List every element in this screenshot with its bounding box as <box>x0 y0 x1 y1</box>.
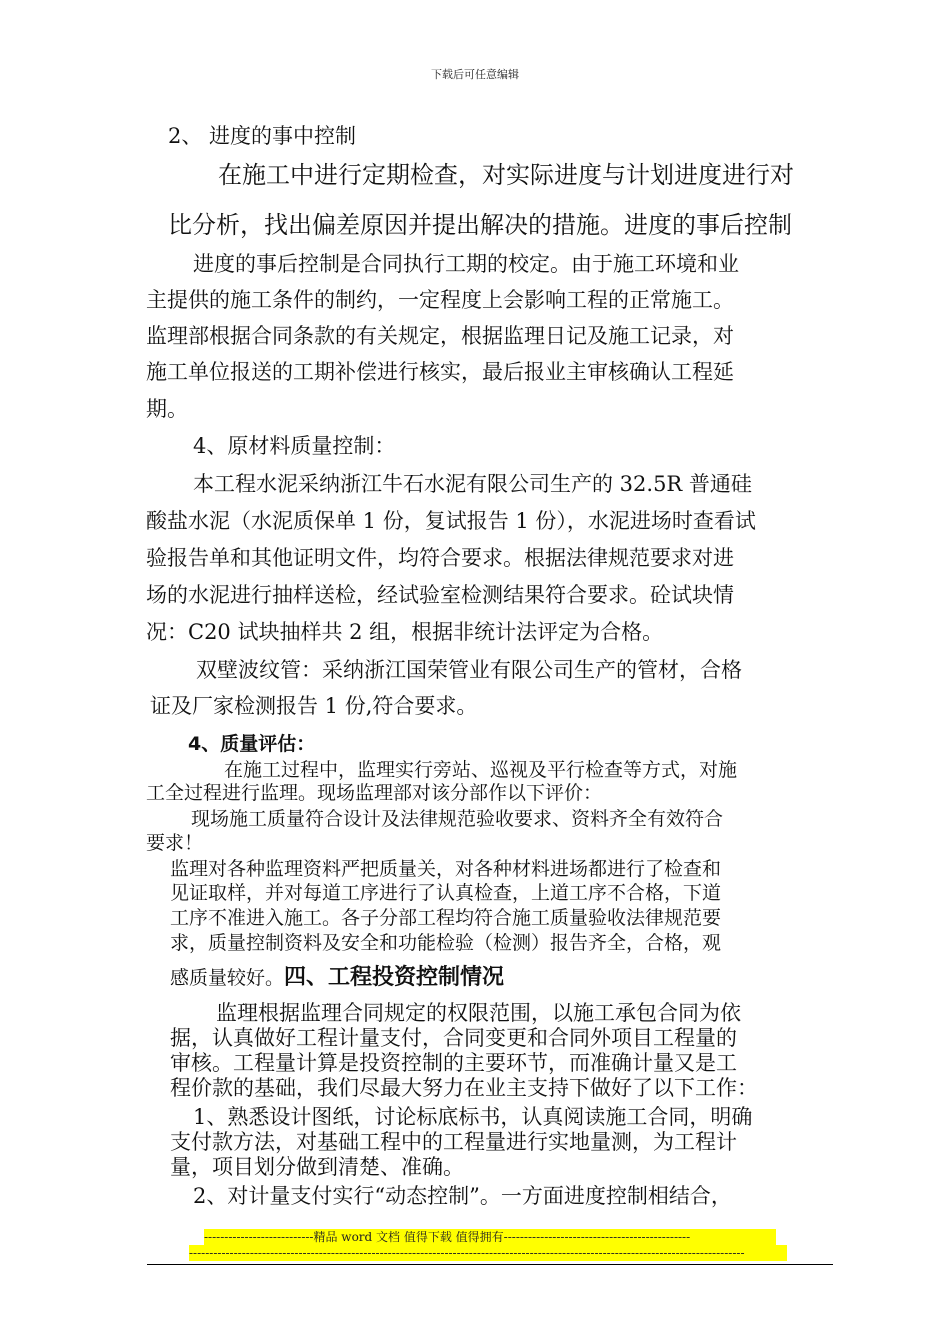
paragraph-line: 酸盐水泥（水泥质保单 1 份，复试报告 1 份），水泥进场时查看试 <box>146 509 756 533</box>
paragraph-line: 场的水泥进行抽样送检，经试验室检测结果符合要求。砼试块情 <box>146 583 734 607</box>
paragraph-line: 现场施工质量符合设计及法律规范验收要求、资料齐全有效符合 <box>191 808 724 830</box>
paragraph-line: 监理对各种监理资料严把质量关，对各种材料进场都进行了检查和 <box>170 858 722 880</box>
footer-dash-line: ----------------------------------------------------------------------------------------------------------------------------------------- <box>189 1245 787 1261</box>
paragraph-line: 比分析，找出偏差原因并提出解决的措施。进度的事后控制 <box>168 211 792 239</box>
header-note: 下载后可任意编辑 <box>431 68 519 81</box>
paragraph-line: 双壁波纹管：采纳浙江国荣管业有限公司生产的管材，合格 <box>196 658 742 682</box>
paragraph-line: 工序不准进入施工。各子分部工程均符合施工质量验收法律规范要 <box>170 907 722 929</box>
paragraph-line: 见证取样，并对每道工序进行了认真检查，上道工序不合格，下道 <box>170 882 722 904</box>
paragraph-line: 期。 <box>146 397 188 421</box>
heading-investment-control: 四、工程投资控制情况 <box>284 965 505 990</box>
paragraph-line: 审核。工程量计算是投资控制的主要环节，而准确计量又是工 <box>170 1051 737 1075</box>
heading-quality-assessment: 4、质量评估： <box>188 733 316 755</box>
paragraph-line: 在施工过程中，监理实行旁站、巡视及平行检查等方式，对施 <box>224 759 738 781</box>
paragraph-line: 证及厂家检测报告 1 份,符合要求。 <box>150 694 478 718</box>
paragraph-text: 感质量较好。 <box>170 967 285 989</box>
paragraph-line: 监理部根据合同条款的有关规定，根据监理日记及施工记录，对 <box>146 324 734 348</box>
footer-watermark-line: ---------------------------精品 word 文档 值得下载 值得拥有---------------------------------------------- <box>204 1229 776 1245</box>
paragraph-line: 程价款的基础，我们尽最大努力在业主支持下做好了以下工作： <box>170 1076 758 1100</box>
paragraph-line: 工全过程进行监理。现场监理部对该分部作以下评价： <box>146 782 603 804</box>
paragraph-line: 2、对计量支付实行“动态控制”。一方面进度控制相结合， <box>193 1184 732 1208</box>
paragraph-line: 本工程水泥采纳浙江牛石水泥有限公司生产的 32.5R 普通硅 <box>193 472 752 496</box>
paragraph-line <box>170 967 504 989</box>
paragraph-line: 量，项目划分做到清楚、准确。 <box>170 1155 464 1179</box>
heading-progress-control: 2、 进度的事中控制 <box>168 124 357 148</box>
paragraph-line: 在施工中进行定期检查，对实际进度与计划进度进行对 <box>218 161 794 189</box>
paragraph-line: 主提供的施工条件的制约，一定程度上会影响工程的正常施工。 <box>146 288 734 312</box>
paragraph-line: 据，认真做好工程计量支付，合同变更和合同外项目工程量的 <box>170 1026 737 1050</box>
paragraph-line: 施工单位报送的工期补偿进行核实，最后报业主审核确认工程延 <box>146 360 734 384</box>
heading-material-quality: 4、原材料质量控制： <box>193 434 396 458</box>
paragraph-line: 验报告单和其他证明文件，均符合要求。根据法律规范要求对进 <box>146 546 734 570</box>
paragraph-line: 况：C20 试块抽样共 2 组，根据非统计法评定为合格。 <box>146 620 664 644</box>
paragraph-line: 监理根据监理合同规定的权限范围，以施工承包合同为依 <box>216 1001 741 1025</box>
paragraph-line: 支付款方法，对基础工程中的工程量进行实地量测，为工程计 <box>170 1130 737 1154</box>
paragraph-line: 进度的事后控制是合同执行工期的校定。由于施工环境和业 <box>193 252 739 276</box>
paragraph-line: 求，质量控制资料及安全和功能检验（检测）报告齐全，合格，观 <box>170 932 722 954</box>
footer-rule <box>147 1264 833 1265</box>
paragraph-line: 1、熟悉设计图纸，讨论标底标书，认真阅读施工合同，明确 <box>193 1105 753 1129</box>
paragraph-line: 要求！ <box>146 832 204 854</box>
